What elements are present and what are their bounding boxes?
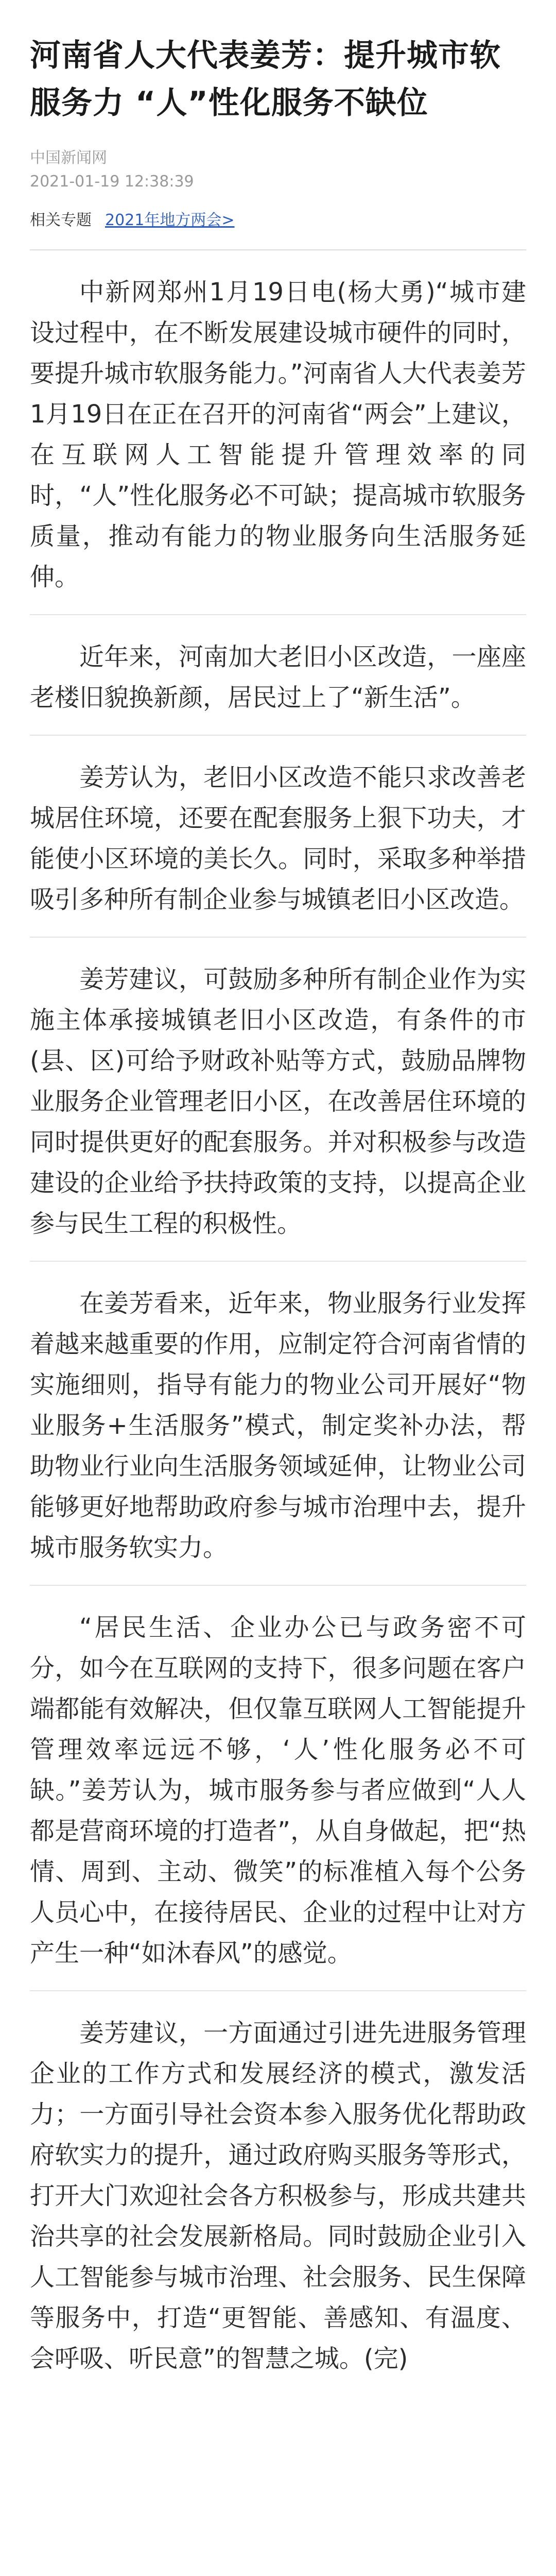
related-topic-row: [30, 209, 526, 232]
article-paragraph-5: 在姜芳看来，近年来，物业服务行业发挥着越来越重要的作用，应制定符合河南省情的实施细则，指导有能力的物业公司开展好“物业服务+生活服务”模式，制定奖补办法，帮助物业行业向生活服务领域延伸，让物业公司能够更好地帮助政府参与城市治理中去，提升城市服务软实力。: [30, 1262, 526, 1586]
article-body: [30, 250, 526, 2396]
article-title: 河南省人大代表姜芳：提升城市软服务力 “人”性化服务不缺位: [30, 38, 501, 121]
related-topic-label: 相关专题: [30, 211, 92, 229]
article-paragraph-6: “居民生活、企业办公已与政务密不可分，如今在互联网的支持下，很多问题在客户端都能有效解决，但仅靠互联网人工智能提升管理效率远远不够，‘人’性化服务必不可缺。”姜芳认为，城市服务参与者应做到“人人都是营商环境的打造者”，从自身做起，把“热情、周到、主动、微笑”的标准植入每个公务人员心中，在接待居民、企业的过程中让对方产生一种“如沐春风”的感觉。: [30, 1586, 526, 1991]
article-paragraph-4: 姜芳建议，可鼓励多种所有制企业作为实施主体承接城镇老旧小区改造，有条件的市(县、区)可给予财政补贴等方式，鼓励品牌物业服务企业管理老旧小区，在改善居住环境的同时提供更好的配套服务。并对积极参与改造建设的企业给予扶持政策的支持，以提高企业参与民生工程的积极性。: [30, 938, 526, 1262]
related-topic-link[interactable]: 2021年地方两会>: [105, 211, 235, 229]
article-paragraph-3: 姜芳认为，老旧小区改造不能只求改善老城居住环境，还要在配套服务上狠下功夫，才能使小区环境的美长久。同时，采取多种举措吸引多种所有制企业参与城镇老旧小区改造。: [30, 736, 526, 938]
article-paragraph-7: 姜芳建议，一方面通过引进先进服务管理企业的工作方式和发展经济的模式，激发活力；一方面引导社会资本参入服务优化帮助政府软实力的提升，通过政府购买服务等形式，打开大门欢迎社会各方积极参与，形成共建共治共享的社会发展新格局。同时鼓励企业引入人工智能参与城市治理、社会服务、民生保障等服务中，打造“更智能、善感知、有温度、会呼吸、听民意”的智慧之城。(完): [30, 2019, 526, 2373]
article-paragraph-1: 中新网郑州1月19日电(杨大勇)“城市建设过程中，在不断发展建设城市硬件的同时，要提升城市软服务能力。”河南省人大代表姜芳1月19日在正在召开的河南省“两会”上建议，在互联网人工智能提升管理效率的同时，“人”性化服务必不可缺；提高城市软服务质量，推动有能力的物业服务向生活服务延伸。: [30, 250, 526, 615]
article-source: 中国新闻网: [30, 149, 107, 167]
article-paragraph-2: 近年来，河南加大老旧小区改造，一座座老楼旧貌换新颜，居民过上了“新生活”。: [30, 615, 526, 736]
article-datetime: 2021-01-19 12:38:39: [30, 173, 194, 191]
article-meta: [30, 146, 526, 194]
